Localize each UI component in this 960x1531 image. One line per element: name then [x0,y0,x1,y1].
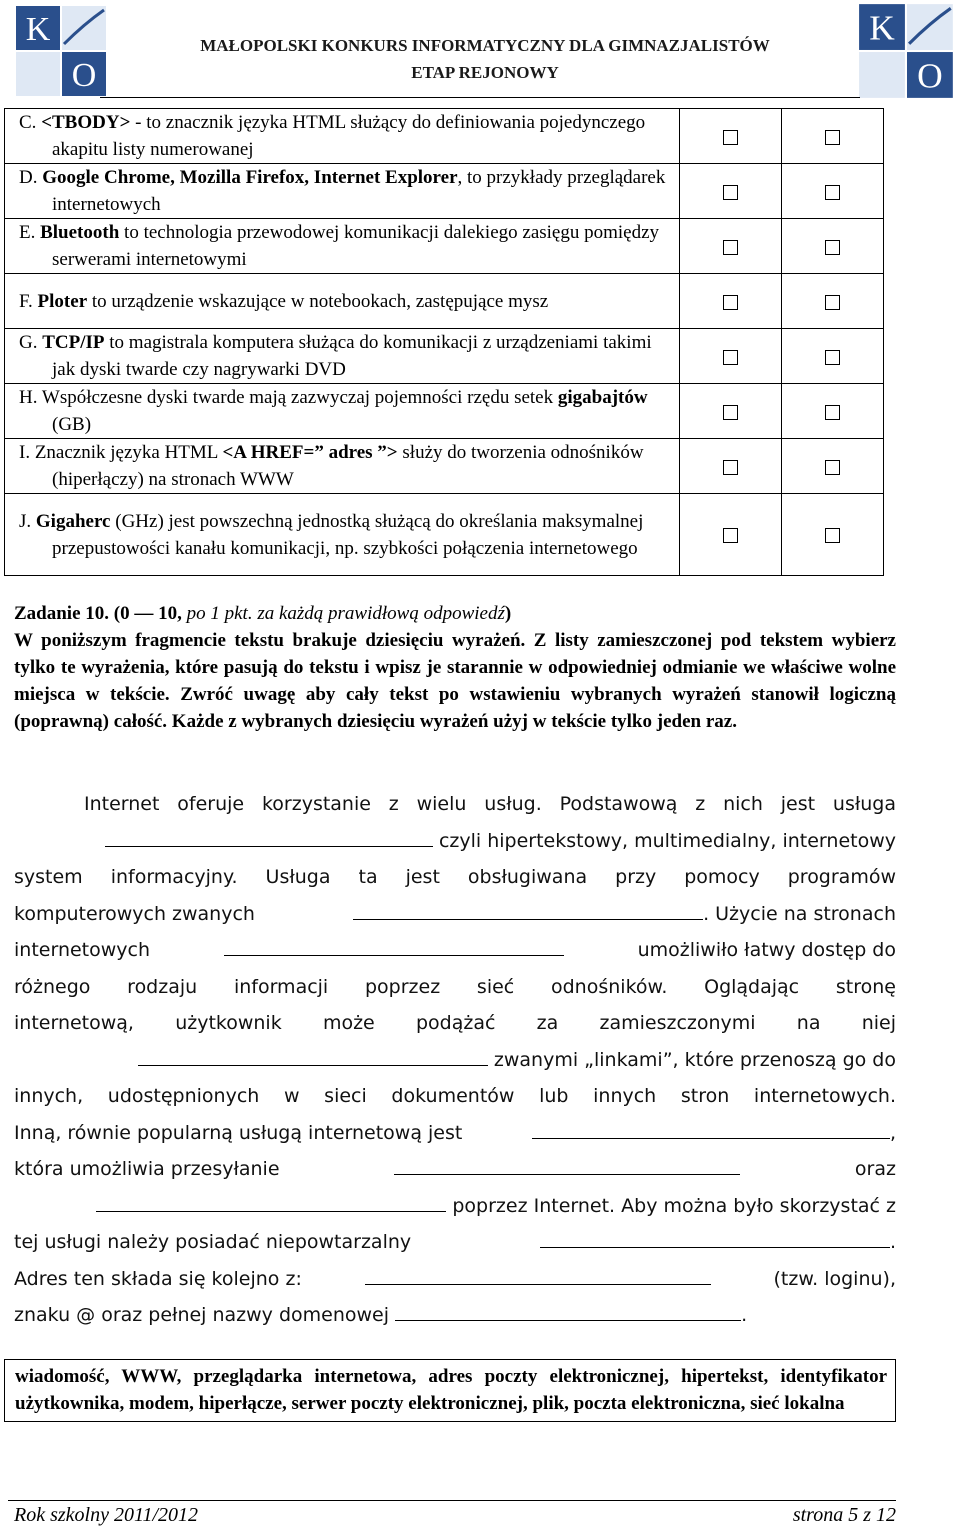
cloze-line: która umożliwia przesyłanie oraz [14,1151,896,1188]
school-year: Rok szkolny 2011/2012 [14,1504,199,1526]
checkbox-false[interactable] [825,405,840,420]
answer-blank[interactable] [138,1043,488,1066]
cloze-line: zwanymi „linkami”, które przenoszą go do [14,1042,896,1079]
answer-blank[interactable] [96,1189,446,1212]
statement-term: gigabajtów [557,387,648,408]
statement-row [5,439,884,494]
answer-cell-true [679,109,781,164]
answer-cell-true [679,164,781,219]
statement-row [5,164,884,219]
cloze-line: tej usługi należy posiadać niepowtarzalny . [14,1224,896,1261]
checkbox-false[interactable] [825,240,840,255]
answer-cell-true [679,439,781,494]
statement-term: Google Chrome, Mozilla Firefox, Internet Explorer [42,167,458,188]
cloze-line: różnego rodzaju informacji poprzez sieć odnośników. Oglądając stronę [14,975,896,998]
answer-blank[interactable] [395,1298,741,1321]
statement-row [5,219,884,274]
checkbox-false[interactable] [825,350,840,365]
answer-cell-false [781,164,883,219]
answer-cell-true [679,219,781,274]
svg-text:K: K [869,7,895,48]
checkbox-false[interactable] [825,185,840,200]
statement-letter: G. [19,332,38,353]
statement-term: Ploter [37,290,88,312]
statement-text: F. Ploter to urządzenie wskazujące w notebookach, zastępujące mysz [5,274,680,329]
answer-cell-false [781,494,883,576]
statement-text: J. Gigaherc (GHz) jest powszechną jednostką służącą do określania maksymalnej przepustowości kanału komunikacji, np. szybkości połączenia internetowego [5,494,680,576]
statement-term: TCP/IP [42,332,105,353]
statement-row [5,384,884,439]
statement-row [5,329,884,384]
cloze-line: innych, udostępnionych w sieci dokumentów lub innych stron internetowych. [14,1085,896,1107]
cloze-line: Adres ten składa się kolejno z: (tzw. loginu), [14,1261,896,1298]
statement-term: Bluetooth [40,222,120,243]
checkbox-false[interactable] [825,528,840,543]
answer-blank[interactable] [394,1152,740,1175]
cloze-text [14,786,896,1334]
cloze-line: internetową, użytkownik może podążać za zamieszczonymi na niej [14,1012,896,1034]
statement-letter: E. [19,222,36,243]
true-false-table [4,108,884,576]
checkbox-true[interactable] [723,240,738,255]
svg-text:K: K [25,11,51,48]
statement-text: H. Współczesne dyski twarde mają zazwyczaj pojemności rzędu setek gigabajtów (GB) [5,384,680,439]
answer-cell-false [781,329,883,384]
checkbox-true[interactable] [723,350,738,365]
statement-row [5,109,884,164]
cloze-line: czyli hipertekstowy, multimedialny, internetowy [14,823,896,860]
checkbox-false[interactable] [825,460,840,475]
answer-cell-false [781,274,883,329]
cloze-line: internetowych umożliwiło łatwy dostęp do [14,932,896,969]
checkbox-true[interactable] [723,185,738,200]
statement-letter: D. [19,167,38,188]
answer-cell-true [679,384,781,439]
statement-letter: C. [19,112,37,133]
statement-letter: H. [19,387,38,408]
answer-blank[interactable] [540,1225,890,1248]
answer-blank[interactable] [105,824,433,847]
answer-cell-false [781,109,883,164]
statement-text: G. TCP/IP to magistrala komputera służąca do komunikacji z urządzeniami takimi jak dyski twarde czy nagrywarki DVD [5,329,680,384]
checkbox-true[interactable] [723,528,738,543]
svg-text:O: O [917,55,943,96]
task-heading: Zadanie 10. (0 — 10, po 1 pkt. za każdą prawidłową odpowiedź) [14,603,512,624]
svg-text:O: O [71,57,97,94]
cloze-line: znaku @ oraz pełnej nazwy domenowej . [14,1297,896,1334]
contest-logo [14,4,110,98]
contest-title: MAŁOPOLSKI KONKURS INFORMATYCZNY DLA GIMNAZJALISTÓW [200,36,770,55]
statement-text: D. Google Chrome, Mozilla Firefox, Internet Explorer, to przykłady przeglądarek internetowych [5,164,680,219]
checkbox-true[interactable] [723,405,738,420]
checkbox-true[interactable] [723,460,738,475]
statement-text: E. Bluetooth to technologia przewodowej komunikacji dalekiego zasięgu pomiędzy serwerami internetowymi [5,219,680,274]
checkbox-true[interactable] [723,130,738,145]
cloze-line: Inną, równie popularną usługą internetową jest , [14,1115,896,1152]
statement-text: C. <TBODY> - to znacznik języka HTML służący do definiowania pojedynczego akapitu listy numerowanej [5,109,680,164]
answer-cell-true [679,494,781,576]
cloze-line: Internet oferuje korzystanie z wielu usług. Podstawową z nich jest usługa [84,793,896,815]
answer-cell-false [781,439,883,494]
logo-ko-icon [14,4,110,98]
answer-blank[interactable] [532,1116,890,1139]
answer-cell-true [679,274,781,329]
cloze-line: komputerowych zwanych . Użycie na stronach [14,896,896,933]
header-divider [100,97,860,98]
answer-blank[interactable] [224,933,564,956]
page-number: strona 5 z 12 [792,1504,896,1526]
word-list-box: wiadomość, WWW, przeglądarka internetowa, adres poczty elektronicznej, hipertekst, identyfikator użytkownika, modem, hiperłącze, serwer poczty elektronicznej, plik, poczta elektroniczna, sieć lokalna [4,1359,896,1422]
statement-letter: I. [19,442,31,463]
cloze-line: system informacyjny. Usługa ta jest obsługiwana przy pomocy programów [14,866,896,888]
footer-divider [8,1500,896,1501]
answer-cell-false [781,384,883,439]
statement-term: <TBODY> [41,112,131,133]
statement-letter: F. [19,290,33,312]
statement-row [5,494,884,576]
task-instruction: W poniższym fragmencie tekstu brakuje dziesięciu wyrażeń. Z listy zamieszczonej pod tekstem wybierz tylko te wyrażenia, które pasują do tekstu i wpisz je starannie w odpowiedniej odmianie we właściwe wolne miejsca w tekście. Zwróć uwagę aby cały tekst po wstawieniu wybranych wyrażeń stanowił logiczną (poprawną) całość. Każde z wybranych dziesięciu wyrażeń użyj w tekście tylko jeden raz. [14,630,896,732]
answer-blank[interactable] [365,1262,711,1285]
statement-term: <A HREF=” adres ”> [222,442,398,463]
answer-cell-true [679,329,781,384]
statement-text: I. Znacznik języka HTML <A HREF=” adres ”> służy do tworzenia odnośników (hiperłączy) na stronach WWW [5,439,680,494]
checkbox-false[interactable] [825,295,840,310]
answer-cell-false [781,219,883,274]
statement-letter: J. [19,510,32,532]
contest-logo-right [857,2,957,100]
answer-blank[interactable] [353,897,703,920]
logo-ko-icon [857,2,957,100]
checkbox-true[interactable] [723,295,738,310]
checkbox-false[interactable] [825,130,840,145]
contest-stage: ETAP REJONOWY [411,63,559,82]
cloze-line: poprzez Internet. Aby można było skorzystać z [14,1188,896,1225]
statement-row [5,274,884,329]
statement-term: Gigaherc [35,510,111,532]
task-10 [14,600,896,735]
